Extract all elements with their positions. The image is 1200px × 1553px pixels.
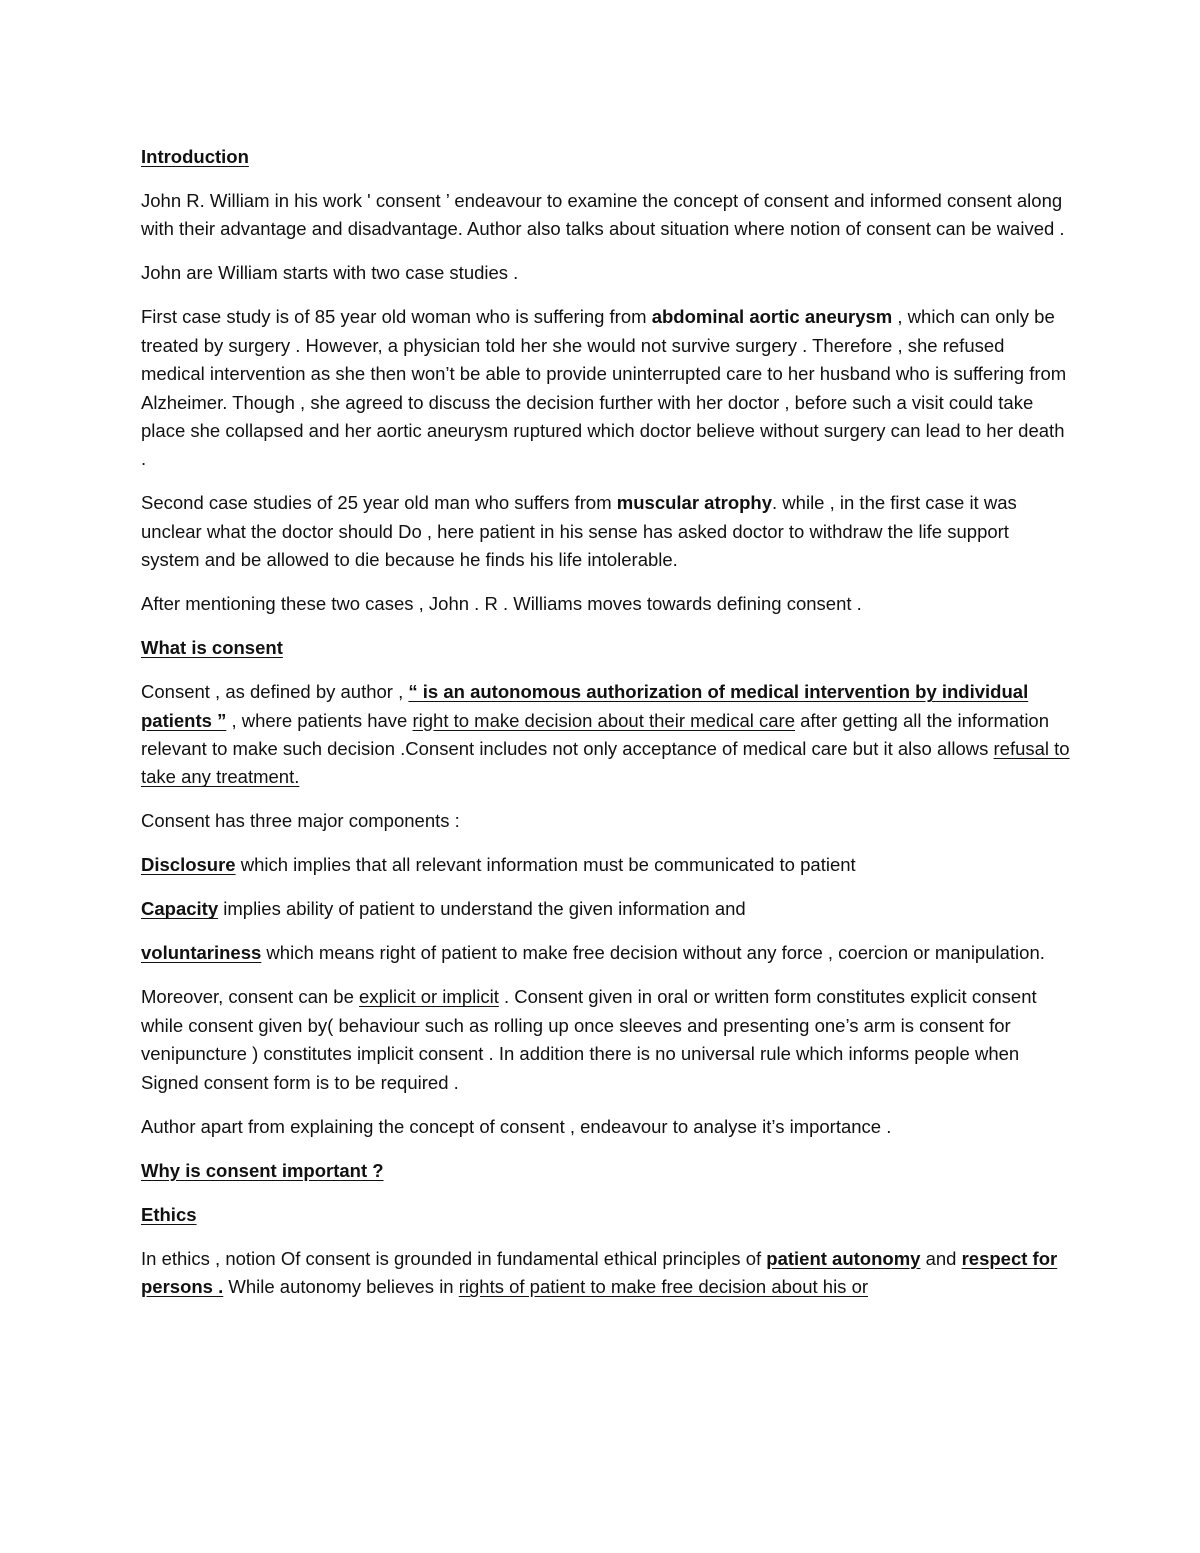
definition-text-3: after getting all the information relevant to make such decision .Consent includes not only acceptance of medical care but it also allows bbox=[141, 709, 1050, 760]
definition-text-2: , where patients have bbox=[226, 709, 413, 731]
first-case-text-1: First case study is of 85 year old woman who is suffering from bbox=[141, 306, 652, 328]
capacity-term: Capacity bbox=[141, 898, 219, 920]
capacity-paragraph bbox=[141, 895, 1071, 923]
first-case-bold-term: abdominal aortic aneurysm bbox=[651, 306, 893, 328]
heading-what-is-consent bbox=[141, 634, 1071, 662]
ethics-autonomy-term: patient autonomy bbox=[766, 1247, 921, 1269]
case-studies-intro: John are William starts with two case studies . bbox=[141, 262, 519, 284]
disclosure-text: which implies that all relevant information must be communicated to patient bbox=[235, 854, 856, 876]
explicit-implicit-term: explicit or implicit bbox=[359, 986, 499, 1008]
heading-what-is-consent-text: What is consent bbox=[141, 637, 283, 659]
importance-intro: Author apart from explaining the concept of consent , endeavour to analyse it’s importance . bbox=[141, 1115, 892, 1137]
ethics-rights-phrase: rights of patient to make free decision about his or bbox=[458, 1276, 869, 1298]
ethics-paragraph bbox=[141, 1245, 1071, 1302]
intro-paragraph: John R. William in his work ' consent ’ endeavour to examine the concept of consent and informed consent along with their advantage and disadvantage. Author also talks about situation where notion of consent can be waived . bbox=[141, 190, 1065, 240]
voluntariness-paragraph bbox=[141, 939, 1071, 967]
second-case-paragraph bbox=[141, 489, 1071, 574]
heading-introduction-text: Introduction bbox=[141, 146, 249, 167]
ethics-respect-term: respect for persons . bbox=[141, 1247, 1058, 1298]
definition-quote: “ is an autonomous authorization of medical intervention by individual patients ” bbox=[141, 681, 1029, 731]
ethics-text-2: and bbox=[920, 1247, 962, 1269]
heading-why-important bbox=[141, 1157, 1071, 1185]
heading-ethics bbox=[141, 1201, 1071, 1229]
second-case-text-2: . while , in the first case it was unclear what the doctor should Do , here patient in his sense has asked doctor to withdraw the life support system and be allowed to die because he finds his life intolerable. bbox=[141, 492, 1017, 571]
first-case-paragraph bbox=[141, 303, 1071, 473]
capacity-text: implies ability of patient to understand the given information and bbox=[218, 898, 746, 920]
disclosure-term: Disclosure bbox=[141, 854, 236, 876]
definition-refusal-phrase: refusal to take any treatment. bbox=[141, 738, 1070, 788]
definition-text-1: Consent , as defined by author , bbox=[141, 681, 409, 703]
first-case-text-2: , which can only be treated by surgery . However, a physician told her she would not survive surgery . Therefore , she refused medical intervention as she then won’t be able to provide uninterrupted care to her husband who is suffering from Alzheimer. Though , she agreed to discuss the decision further with her doctor , before such a visit could take place she collapsed and her aortic aneurysm ruptured which doctor believe without surgery can lead to her death . bbox=[141, 306, 1067, 470]
heading-introduction bbox=[141, 143, 1071, 171]
ethics-text-3: While autonomy believes in bbox=[223, 1276, 459, 1298]
after-cases-paragraph: After mentioning these two cases , John . R . Williams moves towards defining consent . bbox=[141, 593, 862, 615]
explicit-text-2: . Consent given in oral or written form constitutes explicit consent while consent given by( behaviour such as rolling up once sleeves and presenting one’s arm is consent for venipuncture ) constitutes implicit consent . In addition there is no universal rule which informs people when Signed consent form is to be required . bbox=[141, 986, 1037, 1093]
components-intro: Consent has three major components : bbox=[141, 810, 460, 832]
voluntariness-term: voluntariness bbox=[141, 942, 262, 964]
explicit-implicit-paragraph bbox=[141, 983, 1071, 1097]
voluntariness-text: which means right of patient to make free decision without any force , coercion or manipulation. bbox=[261, 942, 1045, 964]
ethics-text-1: In ethics , notion Of consent is grounded in fundamental ethical principles of bbox=[141, 1247, 767, 1269]
second-case-text-1: Second case studies of 25 year old man who suffers from bbox=[141, 492, 617, 514]
disclosure-paragraph bbox=[141, 851, 1071, 879]
second-case-bold-term: muscular atrophy bbox=[616, 492, 773, 514]
definition-right-phrase: right to make decision about their medical care bbox=[412, 709, 795, 731]
definition-paragraph bbox=[141, 678, 1071, 792]
heading-ethics-text: Ethics bbox=[141, 1203, 197, 1225]
heading-why-important-text: Why is consent important ? bbox=[141, 1159, 384, 1181]
document-body bbox=[141, 143, 1071, 1317]
explicit-text-1: Moreover, consent can be bbox=[141, 986, 360, 1008]
